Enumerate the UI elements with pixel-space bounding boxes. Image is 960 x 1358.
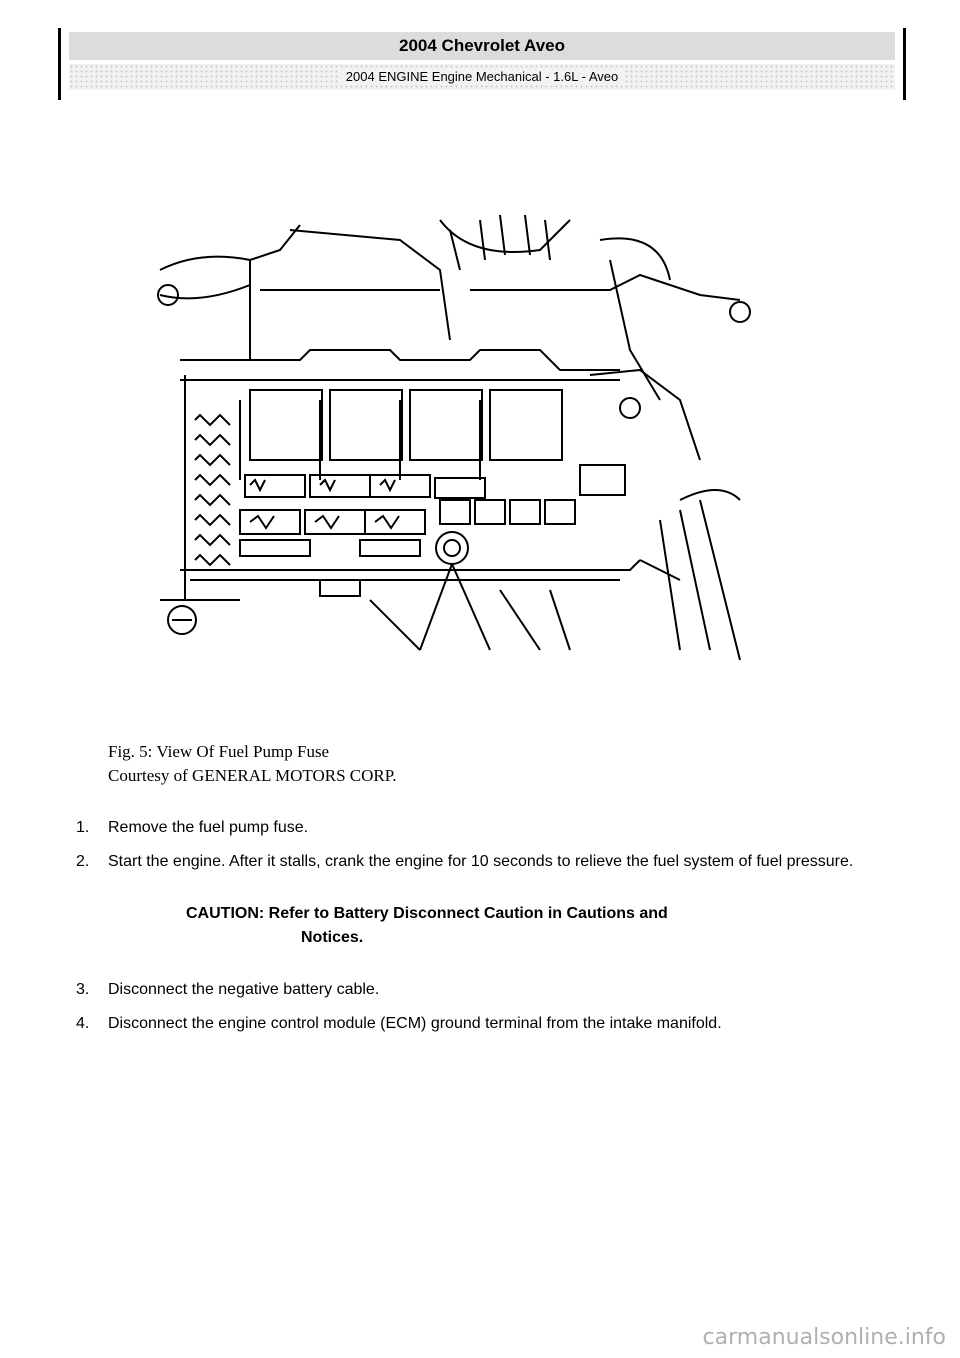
caution-text: Refer to Battery Disconnect Caution in Cautions and [268, 905, 668, 922]
step-number: 2. [76, 853, 90, 870]
figure-caption [108, 740, 397, 788]
step-text: Disconnect the engine control module (ECM) ground terminal from the intake manifold. [108, 1015, 722, 1032]
document-subtitle [69, 64, 895, 90]
step-item [68, 816, 908, 840]
page-header [58, 28, 906, 100]
step-number: 1. [76, 819, 90, 836]
step-text: Start the engine. After it stalls, crank the engine for 10 seconds to relieve the fuel system of fuel pressure. [108, 853, 854, 870]
document-subtitle-text: 2004 ENGINE Engine Mechanical - 1.6L - Aveo [340, 69, 624, 84]
step-item [68, 850, 908, 874]
step-number: 4. [76, 1015, 90, 1032]
step-text: Disconnect the negative battery cable. [108, 981, 380, 998]
figure-caption-title: Fig. 5: View Of Fuel Pump Fuse [108, 742, 330, 761]
caution-note [68, 902, 908, 950]
step-item [68, 978, 908, 1002]
watermark: carmanualsonline.info [702, 1325, 946, 1350]
procedure-steps [68, 816, 908, 1046]
caution-text-continued: Notices. [301, 929, 364, 946]
step-item [68, 1012, 908, 1036]
document-title: 2004 Chevrolet Aveo [69, 32, 895, 60]
caution-label: CAUTION: [186, 905, 265, 922]
fuse-box-illustration [140, 200, 760, 670]
figure-caption-credit: Courtesy of GENERAL MOTORS CORP. [108, 766, 397, 785]
step-text: Remove the fuel pump fuse. [108, 819, 309, 836]
step-number: 3. [76, 981, 90, 998]
